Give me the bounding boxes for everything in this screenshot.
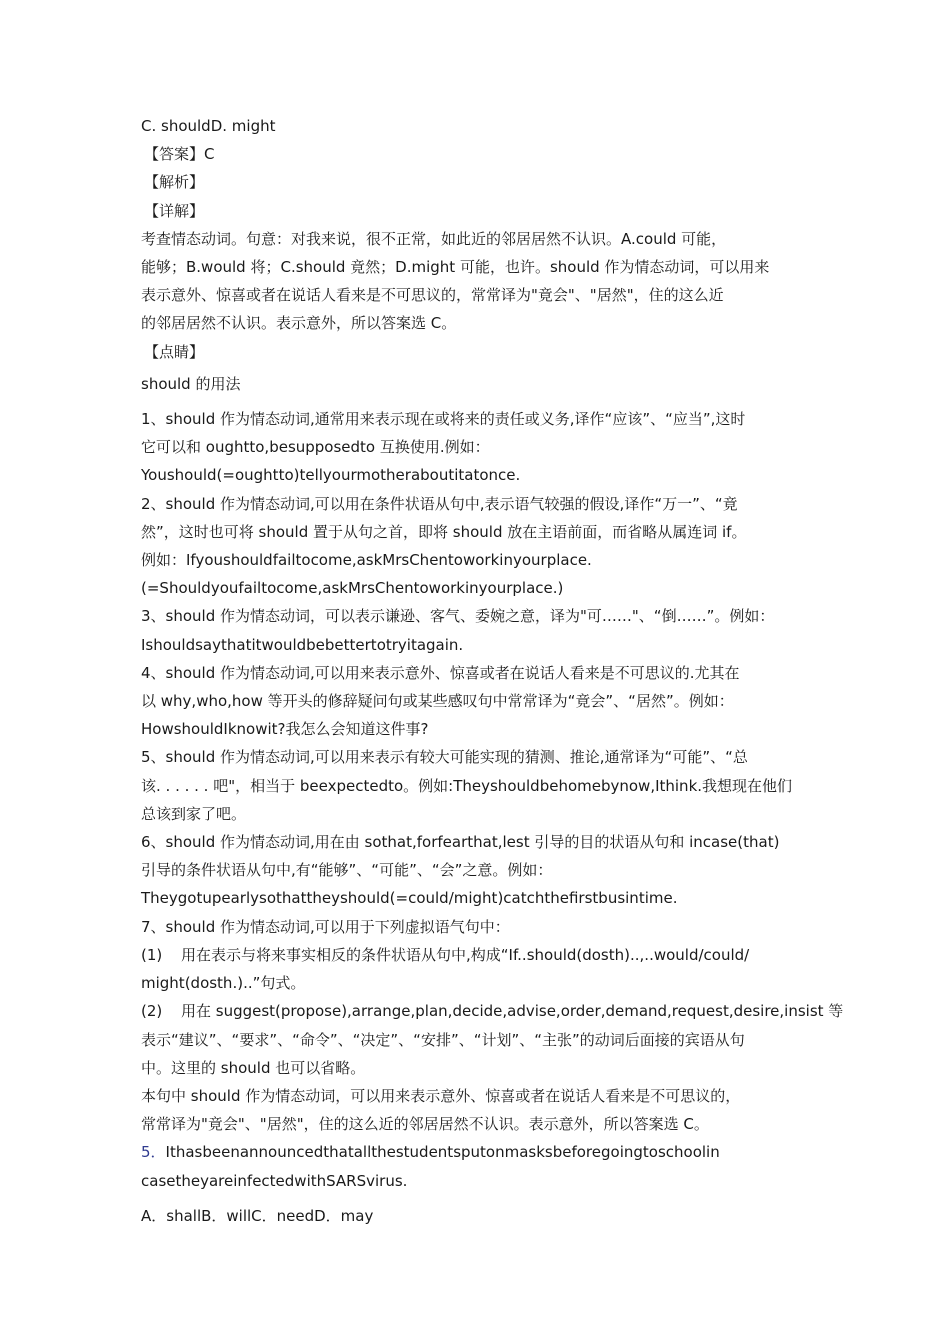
usage-3-example: Ishouldsaythatitwouldbebettertotryitagain. [141,635,464,654]
usage-1-example: Youshould(=oughtto)tellyourmotheraboutitatonce. [141,466,521,485]
usage-4-line: 以 why,who,how 等开头的修辞疑问句或某些感叹句中常常译为“竟会”、“居然”。例如： [141,692,734,711]
usage-7b-line: 表示“建议”、“要求”、“命令”、“决定”、“安排”、“计划”、“主张”的动词后面接的宾语从句 [141,1030,745,1049]
explain-line: 能够；B.would 将；C.should 竟然；D.might 可能，也许。should 作为情态动词，可以用来 [141,258,770,277]
tips-label: 【点睛】 [144,342,205,361]
usage-6-line: 6、should 作为情态动词,用在由 sothat,forfearthat,lest 引导的目的状语从句和 incase(that) [141,833,780,852]
summary-line: 本句中 should 作为情态动词，可以用来表示意外、惊喜或者在说话人看来是不可思议的， [141,1086,741,1105]
answer-label: 【答案】C [144,145,215,164]
explain-line: 表示意外、惊喜或者在说话人看来是不可思议的，常常译为"竟会"、"居然"，住的这么近 [141,286,724,305]
question-5-line [141,1138,821,1166]
usage-title: should 的用法 [141,374,241,393]
usage-7b-line: 中。这里的 should 也可以省略。 [141,1058,366,1077]
usage-1-line: 1、should 作为情态动词,通常用来表示现在或将来的责任或义务,译作“应该”、“应当”,这时 [141,410,746,429]
usage-3-line: 3、should 作为情态动词，可以表示谦逊、客气、委婉之意，译为"可……"、“倒……”。例如： [141,607,775,626]
usage-7-title: 7、should 作为情态动词,可以用于下列虚拟语气句中： [141,917,510,936]
usage-7a-number: (1) [141,945,163,964]
usage-7b-number: (2) [141,1002,163,1021]
usage-7b-text: 用在 suggest(propose),arrange,plan,decide,advise,order,demand,request,desire,insist 等 [181,1002,844,1021]
usage-7b-line [141,997,844,1025]
usage-7a-line [141,941,821,969]
usage-2-example: (=Shouldyoufailtocome,askMrsChentoworkinyourplace.) [141,579,564,598]
summary-line: 常常译为"竟会"、"居然"，住的这么近的邻居居然不认识。表示意外，所以答案选 C。 [141,1115,709,1134]
explain-line: 的邻居居然不认识。表示意外，所以答案选 C。 [141,314,457,333]
usage-6-example: Theygotupearlysothattheyshould(=could/might)catchthefirstbusintime. [141,889,678,908]
usage-6-line: 引导的条件状语从句中,有“能够”、“可能”、“会”之意。例如： [141,861,553,880]
question-5-line: casetheyareinfectedwithSARSvirus. [141,1171,408,1190]
question-5-options: A．shallB．willC．needD．may [141,1206,374,1225]
usage-1-line: 它可以和 oughtto,besupposedto 互换使用.例如： [141,438,490,457]
question-5-number: 5． [141,1143,166,1162]
detail-label: 【详解】 [144,201,205,220]
document-page [141,112,844,1230]
analysis-label: 【解析】 [144,173,205,192]
explain-line: 考查情态动词。句意：对我来说，很不正常，如此近的邻居居然不认识。A.could 可能， [141,229,727,248]
usage-2-line: 然”，这时也可将 should 置于从句之首，即将 should 放在主语前面，而省略从属连词 if。 [141,522,747,541]
usage-4-example: HowshouldIknowit?我怎么会知道这件事? [141,720,429,739]
usage-7a-text: 用在表示与将来事实相反的条件状语从句中,构成“If..should(dosth)..,..would/could/ [181,945,750,964]
options-line: C. shouldD. might [141,117,276,135]
usage-5-line: 该. . . . . . 吧"，相当于 beexpectedto。例如:Theyshouldbehomebynow,Ithink.我想现在他们 [141,776,793,795]
usage-7a-line: might(dosth.)..”句式。 [141,974,306,993]
usage-2-line: 2、should 作为情态动词,可以用在条件状语从句中,表示语气较强的假设,译作“万一”、“竟 [141,494,738,513]
question-5-text: Ithasbeenannouncedthatallthestudentsputonmasksbeforegoingtoschoolin [165,1143,720,1162]
usage-2-example: 例如：Ifyoushouldfailtocome,askMrsChentoworkinyourplace. [141,551,592,570]
usage-5-line: 5、should 作为情态动词,可以用来表示有较大可能实现的猜测、推论,通常译为“可能”、“总 [141,748,748,767]
usage-4-line: 4、should 作为情态动词,可以用来表示意外、惊喜或者在说话人看来是不可思议的.尤其在 [141,663,740,682]
usage-5-line: 总该到家了吧。 [141,804,247,823]
